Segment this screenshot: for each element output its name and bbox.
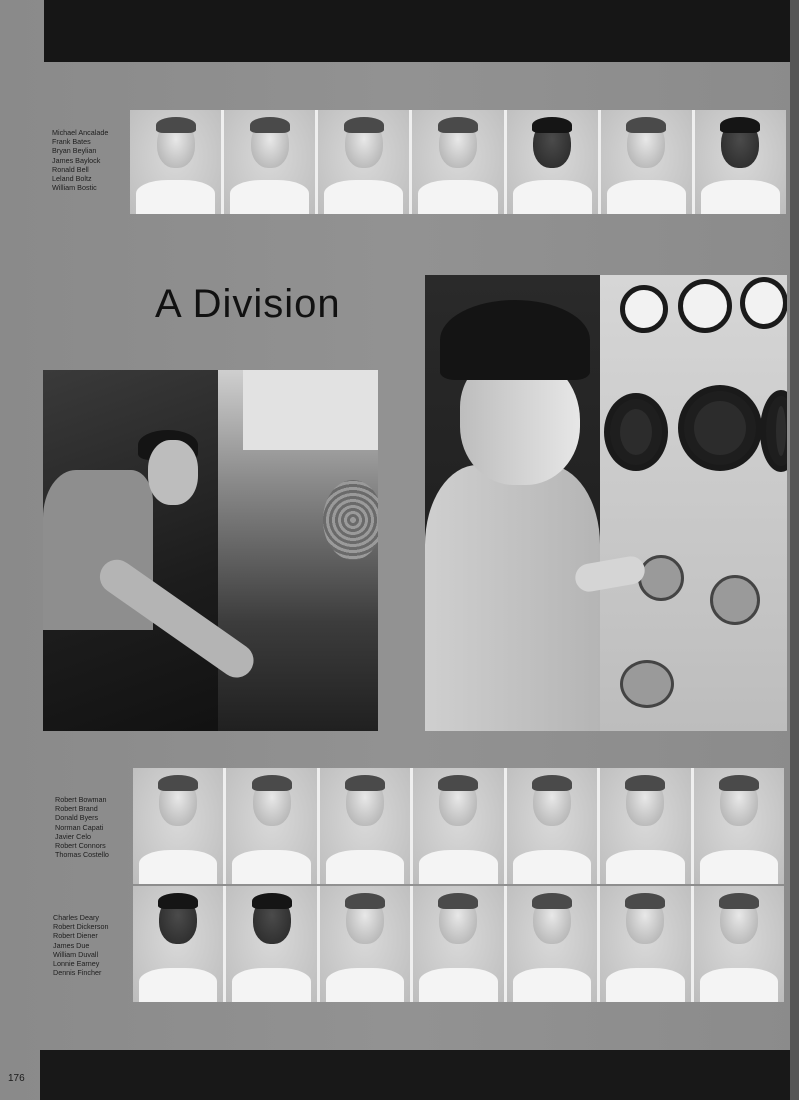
roster-name: Dennis Fincher <box>53 968 102 978</box>
roster-name: Bryan Beylian <box>52 146 97 156</box>
portrait-photo <box>694 886 784 1002</box>
roster-name: William Bostic <box>52 183 97 193</box>
roster-name: Donald Byers <box>55 813 99 823</box>
portrait-photo <box>600 768 690 884</box>
roster-name: Robert Connors <box>55 841 106 851</box>
pressure-gauge <box>620 285 668 333</box>
page-number: 176 <box>8 1073 25 1084</box>
valve-wheel <box>710 575 760 625</box>
portrait-photo <box>507 886 597 1002</box>
portrait-strip-middle <box>133 768 784 884</box>
top-black-band <box>44 0 790 62</box>
roster-name: Robert Brand <box>55 804 98 814</box>
portrait-photo <box>694 768 784 884</box>
roster-name: Lonnie Earney <box>53 959 100 969</box>
roster-name: James Due <box>53 940 90 950</box>
portrait-photo <box>130 110 221 214</box>
portrait-photo <box>600 886 690 1002</box>
roster-name: Michael Ancalade <box>52 128 109 137</box>
pressure-gauge <box>760 390 787 472</box>
valve-wheel <box>620 660 674 708</box>
gear-wheel <box>323 480 378 560</box>
machinist-photo <box>43 370 378 731</box>
pressure-gauge <box>678 385 762 471</box>
gauge-panel-photo <box>425 275 787 731</box>
pressure-gauge <box>604 393 668 471</box>
portrait-photo <box>601 110 692 214</box>
portrait-photo <box>226 886 316 1002</box>
portrait-photo <box>695 110 786 214</box>
roster-name: Charles Deary <box>53 913 99 922</box>
roster-middle-names <box>55 795 109 859</box>
roster-name: William Duvall <box>53 949 99 959</box>
portrait-photo <box>133 886 223 1002</box>
roster-name: Norman Capati <box>55 822 104 832</box>
machinist-figure <box>43 400 213 731</box>
pressure-gauge <box>678 279 732 333</box>
machine-head <box>243 370 378 450</box>
portrait-photo <box>507 768 597 884</box>
portrait-photo <box>320 886 410 1002</box>
portrait-photo <box>413 886 503 1002</box>
roster-name: Leland Boltz <box>52 174 92 184</box>
roster-name: Ronald Bell <box>52 164 89 174</box>
portrait-photo <box>320 768 410 884</box>
portrait-photo <box>318 110 409 214</box>
roster-name: Javier Celo <box>55 831 91 841</box>
gauge-panel <box>600 275 787 731</box>
bottom-black-band <box>40 1050 790 1100</box>
portrait-strip-top <box>130 110 786 214</box>
pressure-gauge <box>740 277 787 329</box>
roster-name: Robert Bowman <box>55 795 107 804</box>
roster-bottom-names <box>53 913 109 977</box>
portrait-photo <box>224 110 315 214</box>
roster-name: Frank Bates <box>52 137 91 147</box>
roster-name: Robert Diener <box>53 931 98 941</box>
portrait-photo <box>507 110 598 214</box>
portrait-strip-bottom <box>133 886 784 1002</box>
roster-top-names <box>52 128 108 192</box>
portrait-photo <box>413 768 503 884</box>
portrait-photo <box>412 110 503 214</box>
portrait-photo <box>133 768 223 884</box>
roster-name: James Baylock <box>52 155 101 165</box>
roster-name: Robert Dickerson <box>53 922 109 932</box>
valve-wheel <box>638 555 684 601</box>
roster-name: Thomas Costello <box>55 850 109 860</box>
portrait-photo <box>226 768 316 884</box>
page-title: A Division <box>155 282 341 326</box>
page-edge <box>790 0 799 1100</box>
